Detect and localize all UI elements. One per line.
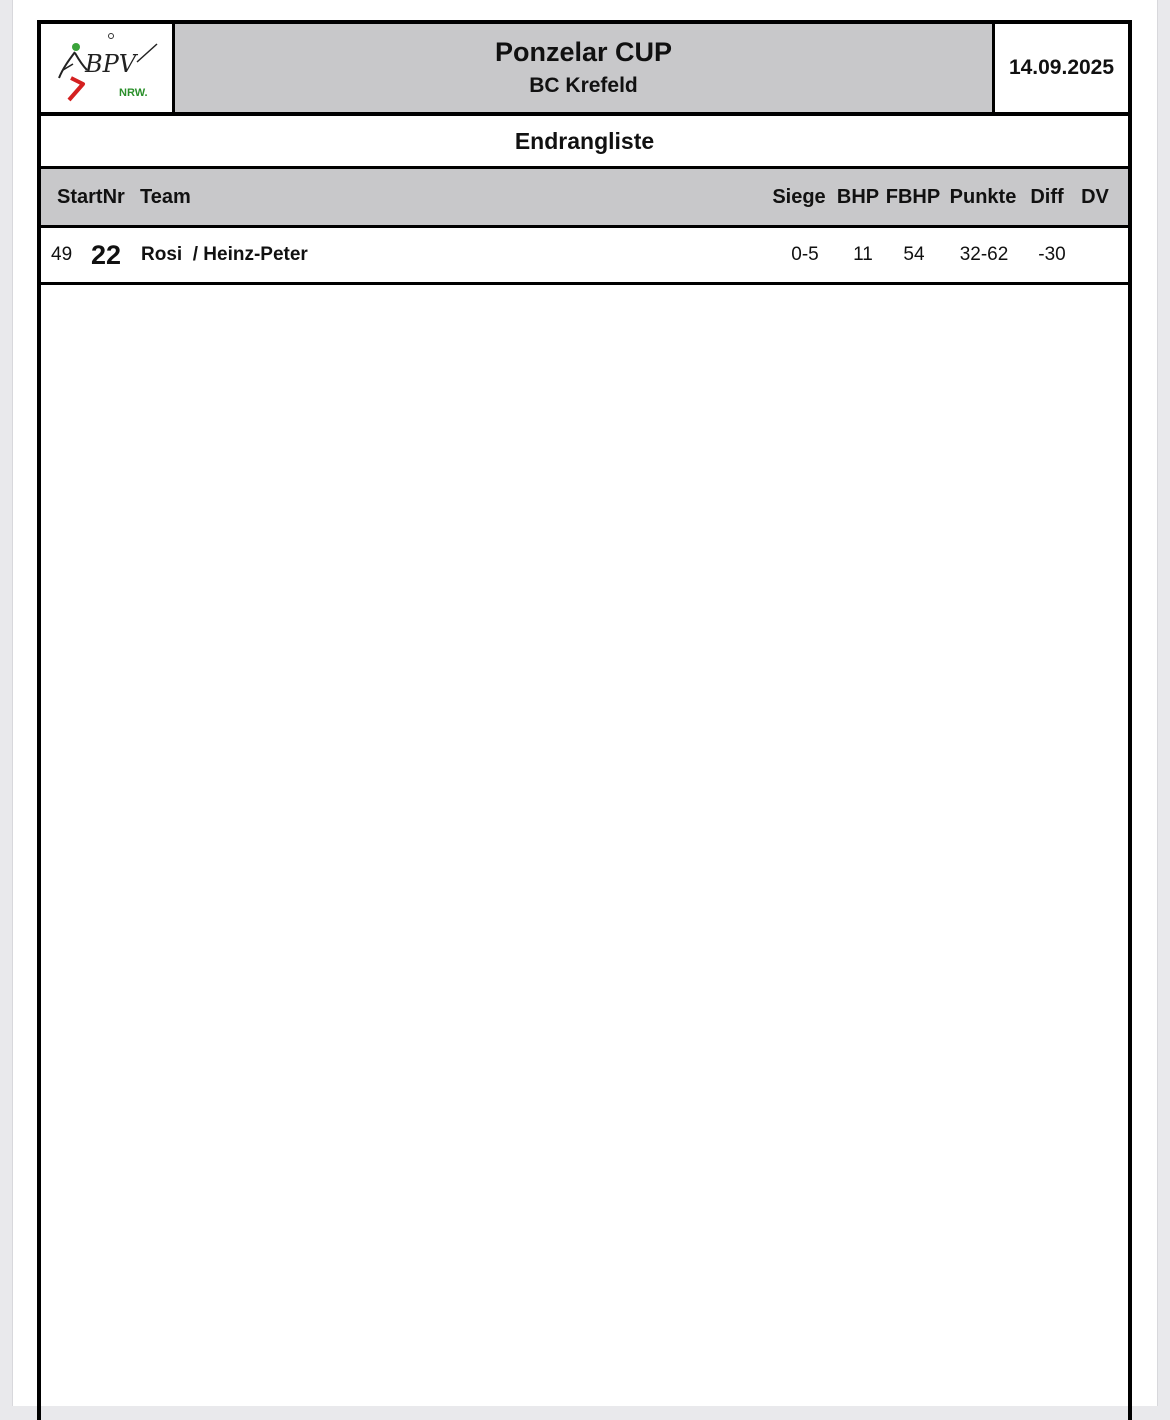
col-header-siege: Siege — [772, 185, 826, 208]
document-page — [12, 0, 1158, 1406]
col-header-fbhp: FBHP — [885, 185, 941, 208]
row-diff: -30 — [1038, 244, 1066, 265]
col-header-diff: Diff — [1030, 185, 1064, 208]
col-header-dv: DV — [1081, 185, 1109, 208]
row-team: Rosi / Heinz-Peter — [141, 244, 308, 265]
row-fbhp: 54 — [903, 244, 925, 265]
tournament-date: 14.09.2025 — [1008, 56, 1115, 79]
tournament-club: BC Krefeld — [529, 74, 638, 97]
sheet-header — [41, 24, 1128, 116]
logo-cell — [41, 24, 175, 112]
row-bhp: 11 — [853, 244, 873, 265]
col-header-startnr: StartNr — [57, 185, 125, 208]
section-title: Endrangliste — [41, 116, 1128, 169]
row-rank: 49 — [51, 244, 73, 265]
row-startnr: 22 — [91, 239, 122, 270]
col-header-team: Team — [140, 185, 191, 208]
table-header — [41, 169, 1128, 228]
bpv-nrw-logo — [49, 28, 167, 108]
svg-text:BPV: BPV — [85, 50, 137, 78]
row-dv — [1075, 228, 1115, 282]
col-header-bhp: BHP — [836, 185, 880, 208]
row-siege: 0-5 — [791, 244, 819, 265]
table-row — [41, 228, 1128, 285]
svg-text:NRW.: NRW. — [119, 87, 148, 99]
title-cell — [175, 24, 995, 112]
row-punkte: 32-62 — [959, 244, 1009, 265]
col-header-punkte: Punkte — [949, 185, 1017, 208]
tournament-title: Ponzelar CUP — [494, 37, 673, 67]
ranking-sheet — [37, 20, 1132, 1420]
